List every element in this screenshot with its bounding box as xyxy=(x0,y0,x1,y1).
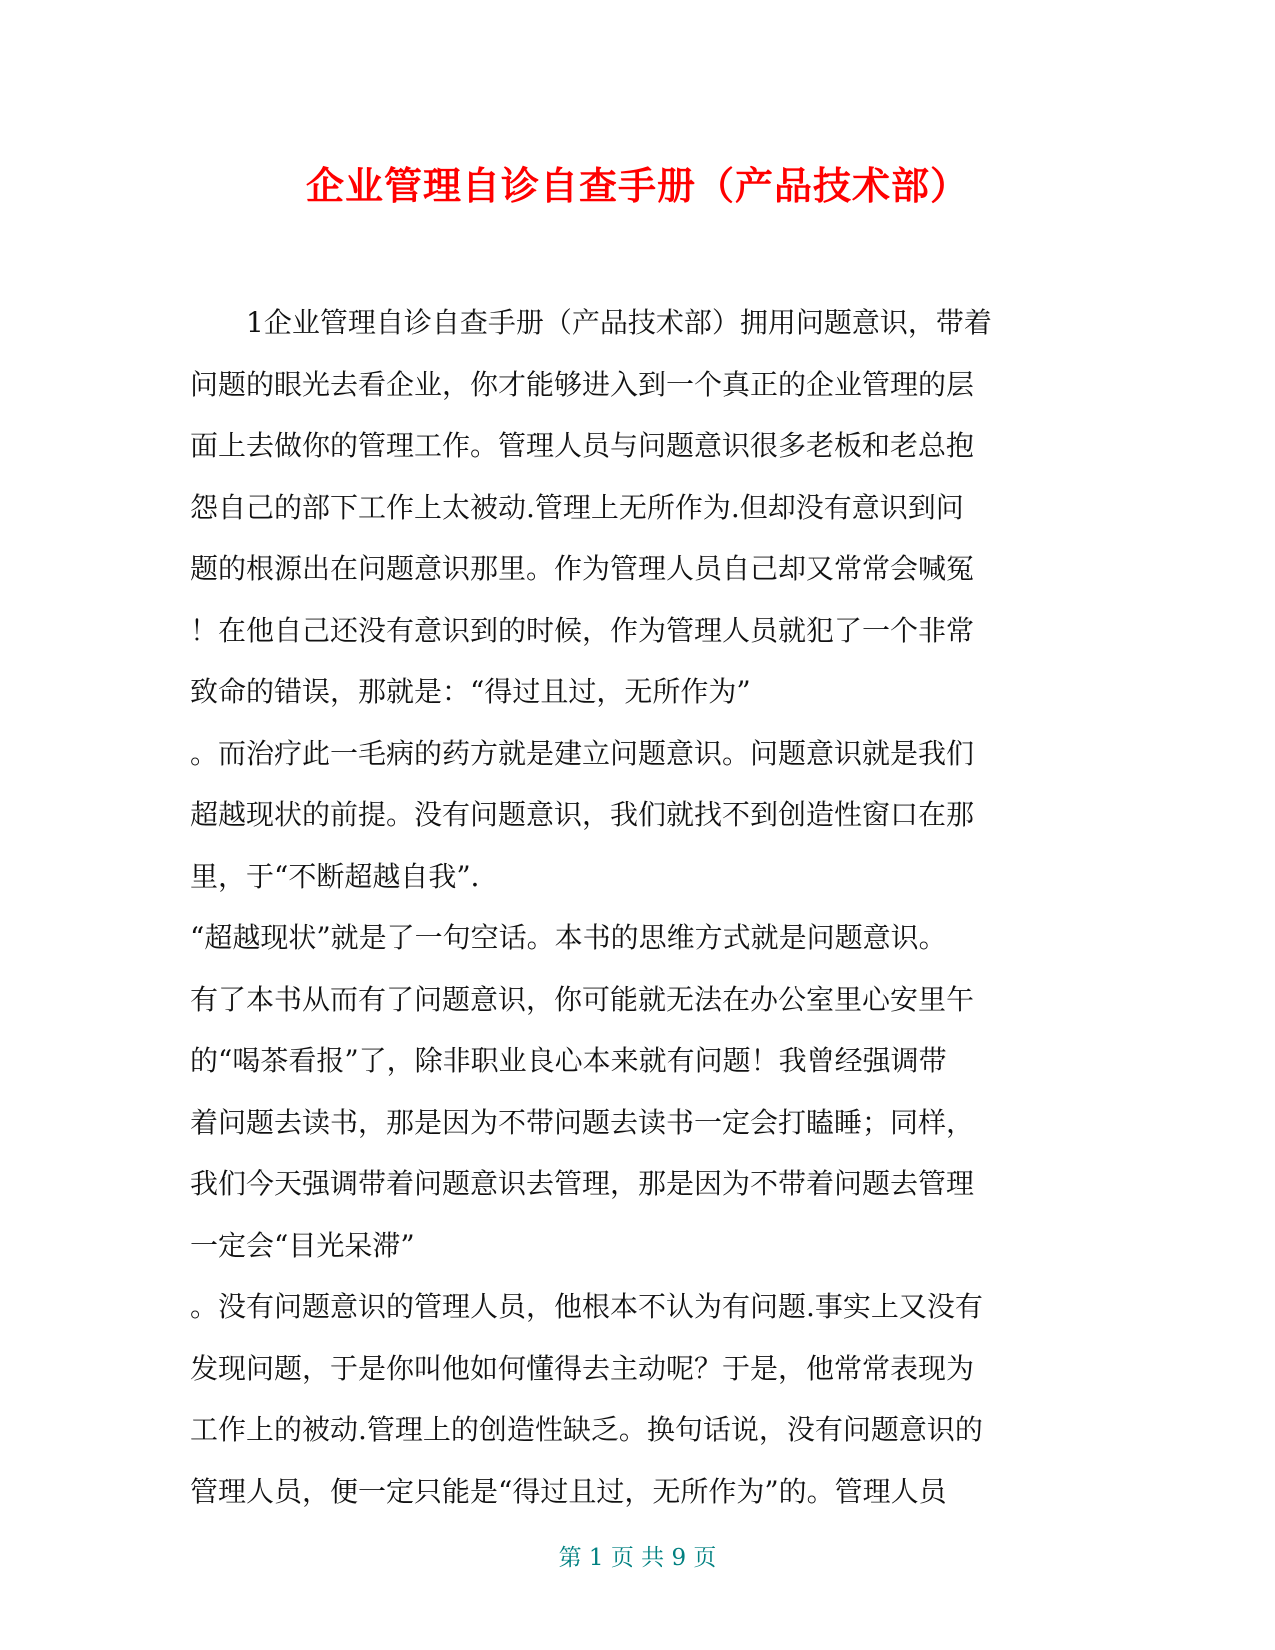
page-number-footer: 第 1 页 共 9 页 xyxy=(558,1545,717,1571)
body-line: 的“喝茶看报”了，除非职业良心本来就有问题！我曾经强调带 xyxy=(190,1044,947,1077)
body-line: 。没有问题意识的管理人员，他根本不认为有问题.事实上又没有 xyxy=(190,1290,983,1323)
body-line: 着问题去读书，那是因为不带问题去读书一定会打瞌睡；同样， xyxy=(190,1105,975,1139)
document-body xyxy=(190,292,1090,1522)
document-title: 企业管理自诊自查手册（产品技术部） xyxy=(305,164,969,208)
body-line: 工作上的被动.管理上的创造性缺乏。换句话说，没有问题意识的 xyxy=(190,1413,983,1446)
body-line: 里，于“不断超越自我”． xyxy=(190,859,499,893)
body-line: 一定会“目光呆滞” xyxy=(190,1228,415,1262)
body-line: 超越现状的前提。没有问题意识，我们就找不到创造性窗口在那 xyxy=(190,798,975,831)
body-line: ！在他自己还没有意识到的时候，作为管理人员就犯了一个非常 xyxy=(190,613,975,647)
body-line: 面上去做你的管理工作。管理人员与问题意识很多老板和老总抱 xyxy=(190,429,975,462)
body-line: 我们今天强调带着问题意识去管理，那是因为不带着问题去管理 xyxy=(190,1167,975,1200)
body-line: 发现问题，于是你叫他如何懂得去主动呢？于是，他常常表现为 xyxy=(190,1351,975,1385)
body-line: 管理人员，便一定只能是“得过且过，无所作为”的。管理人员 xyxy=(190,1474,947,1508)
body-line: 怨自己的部下工作上太被动.管理上无所作为.但却没有意识到问 xyxy=(190,490,964,524)
body-line: 题的根源出在问题意识那里。作为管理人员自己却又常常会喊冤 xyxy=(190,552,975,585)
body-line: 致命的错误，那就是：“得过且过，无所作为” xyxy=(190,675,751,708)
body-line: 问题的眼光去看企业，你才能够进入到一个真正的企业管理的层 xyxy=(190,367,975,401)
body-line: “超越现状”就是了一句空话。本书的思维方式就是问题意识。 xyxy=(190,921,947,954)
body-line: 有了本书从而有了问题意识，你可能就无法在办公室里心安里午 xyxy=(190,982,975,1016)
body-line: 1企业管理自诊自查手册（产品技术部）拥用问题意识，带着 xyxy=(190,306,992,339)
body-line: 。而治疗此一毛病的药方就是建立问题意识。问题意识就是我们 xyxy=(190,736,975,770)
